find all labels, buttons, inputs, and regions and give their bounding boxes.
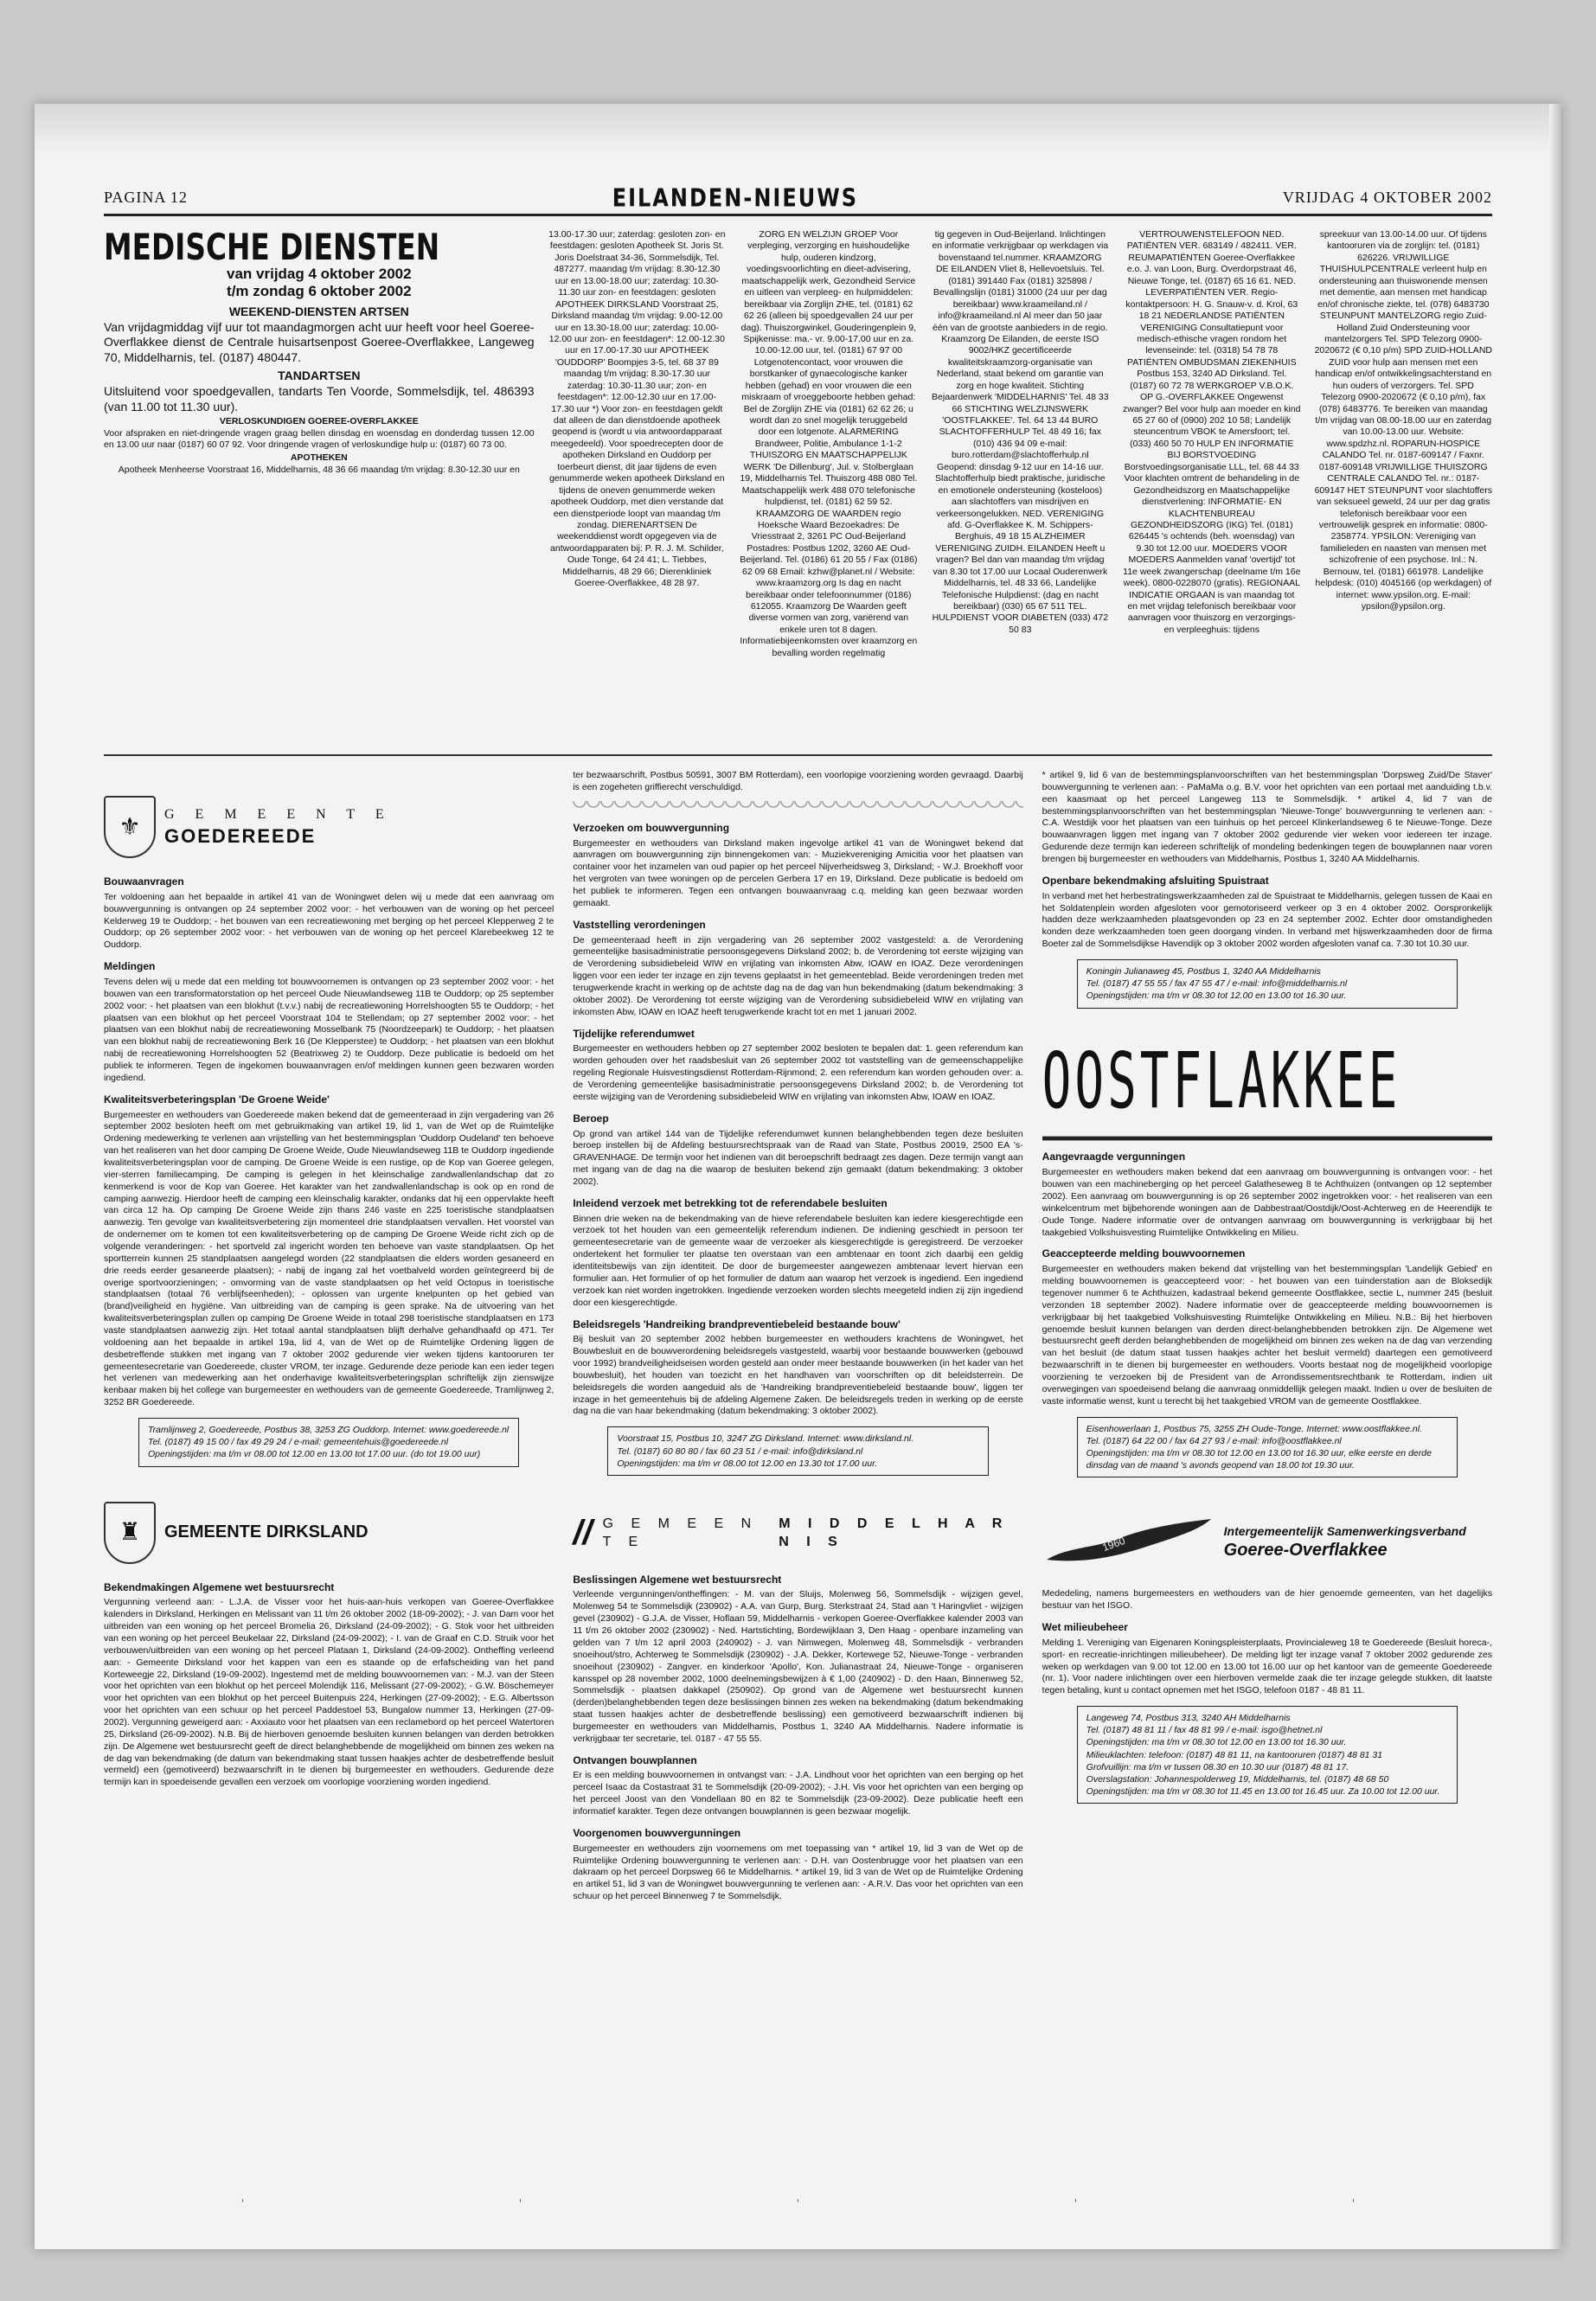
apo-head: APOTHEKEN [290, 452, 348, 464]
tand-head: TANDARTSEN [278, 369, 361, 383]
municipal-notices [104, 770, 1492, 2171]
oostflakkee-addr-1: Eisenhowerlaan 1, Postbus 75, 3255 ZH Oude-Tonge. Internet: www.oostflakkee.nl. [1086, 1423, 1422, 1434]
mid-s6-body: Bij besluit van 20 september 2002 hebben burgemeester en wethouders krachtens de Woningwet, het Bouwbesluit en de bouwverordening beleidsregels vastgesteld, waarbij voor bestaande bouwwerken (gebouwd voor 1992) brandveiligheidseisen worden gesteld aan onder meer bestaande bouwwerken (in het kader van het bouwbesluit), het houden van toezicht en het handhaven van voorschriften op dit beleidsterrein. De beleidsregels die worden aangeduid als de 'Handreiking brandpreventiebeleid bestaande bouw', liggen ter inzage in het gemeentehuis bij de afdeling Algemene Zaken. De beleidsregels treden in werking op de eerste dag na die van haar bekendmaking (datum bekendmaking: 3 oktober 2002). [573, 1334, 1023, 1417]
patients-text: VERTROUWENSTELEFOON NED. PATIËNTEN VER. 683149 / 482411. VER. REUMAPATIËNTEN Goeree-Overflakkee e.o. J. van Loon, Burg. Overdorpstraat 46, Nieuwe Tonge, tel. (0187) 65 16 61. NED. LEVERPATIËNTEN VER. Regio-kontaktpersoon: H. G. Snauw-v. d. Krol, 63 18 21 NEDERLANDSE PATIËNTEN VERENIGING Consultatiepunt voor medisch-ethische vragen rondom het levenseinde: tel. (0318) 54 78 78 PATIËNTEN OMBUDSMAN ZIEKENHUIS Postbus 153, 3240 AD Dirksland. Tel. (0187) 60 72 78 WERKGROEP V.B.O.K. OP G.-OVERFLAKKEE Ongewenst zwanger? Bel voor hulp aan moeder en kind 65 27 60 of (0900) 202 10 58; Landelijk steuncentrum VBOK te Amersfoort; tel. (033) 460 50 70 HULP EN INFORMATIE BIJ BORSTVOEDING Borstvoedingsorganisatie LLL, tel. 68 44 33 Voor klachten omtrent de behandeling in de Gezondheidszorg en Maatschappelijke dienstverlening: INFORMATIE- EN KLACHTENBUREAU GEZONDHEIDSZORG (IKG) Tel. (0181) 626445 's ochtends (beh. woensdag) van 9.30 tot 12.00 uur. MOEDERS VOOR MOEDERS Aanmelden vanaf 'overtijd' tot 11e week zwangerschap (deelname t/m 16e week). 0800-0228070 (gratis). REGIONAAL INDICATIE ORGAAN is van maandag tot en met vrijdag telefonisch bereikbaar voor aanvragen voor thuiszorg en verzorgings- en verpleeghuis: tijdens [1123, 229, 1301, 635]
island-map-icon [1042, 1512, 1215, 1573]
section-divider [104, 754, 1492, 756]
dirksland-addr-3: Openingstijden: ma t/m vr 08.00 tot 12.00 en 13.30 tot 17.00 uur. [617, 1458, 878, 1469]
goedereede-logo [104, 796, 554, 858]
page-fold [35, 104, 1561, 156]
dirksland-addr-1: Voorstraat 15, Postbus 10, 3247 ZG Dirksland. Internet: www.dirksland.nl. [617, 1433, 914, 1445]
tand-body: Uitsluitend voor spoedgevallen, tandarts Ten Voorde, Sommelsdijk, tel. 486393 (van 11.00 tot 11.30 uur). [104, 384, 535, 413]
weekend-head: WEEKEND-DIENSTEN ARTSEN [228, 304, 409, 318]
oost-s2-head: Geaccepteerde melding bouwvoornemen [1042, 1247, 1246, 1260]
care-column [740, 229, 917, 748]
mid-s5-body: Binnen drie weken na de bekendmaking van de hieve referendabele besluiten kan iedere kiesgerechtigde een verzoek tot het houden van een gemeentelijk referendum indienen. De indiening geschiedt in persoon ter gemeentesecretarie van de gemeente waar de verzoeker als kiesgerechtigde is geregistreerd. De verzoeker ondertekent het formulier ter plaatse ten overstaan van een ambtenaar en toont zich daarbij een geldig identiteitsbewijs van zijn identiteit. De door de burgemeester aangewezen ambtenaar levert hiervan een formulier aan. Het formulier of op het formulier de datum aan waarop het verzoek is ingediend. Een ingediend verzoek kan niet worden ingetrokken. Ingediende verzoeken worden slechts meegeteld indien zij zijn ingediend door een kiesgerechtigde. [573, 1213, 1023, 1308]
medische-title: MEDISCHE DIENSTEN [104, 226, 440, 268]
mid-s5-head: Inleidend verzoek met betrekking tot de referendabele besluiten [573, 1196, 888, 1209]
right-column [1042, 770, 1492, 2171]
bottom-mark: ˈ [1350, 2197, 1356, 2216]
support-text: spreekuur van 13.00-14.00 uur. Of tijdens kantooruren via de zorglijn: tel. (0181) 626226. VRIJWILLIGE THUISHULPCENTRALE verleent hulp en ondersteuning aan thuiswonende mensen met dementie, aan mensen met handicap en/of chronische ziekte, tel. (078) 6483730 STEUNPUNT MANTELZORG regio Zuid-Holland Zuid Ondersteuning voor mantelzorgers Tel. SPD Telezorg 0900-2020672 (€ 0,10 p/m) SPD ZUID-HOLLAND ZUID voor hulp aan mensen met een handicap en/of ontwikkelingsachterstand en hun ouders of verzorgers. Tel. SPD Telezorg 0900-2020672 (€ 0,10 p/m), fax (078) 6483776. Te bereiken van maandag t/m vrijdag van 08.00-18.00 uur en zaterdag van 10.00-13.00 uur. Website: www.spdzhz.nl. ROPARUN-HOSPICE CALANDO Tel. nr. 0187-609147 / Faxnr. 0187-609148 VRIJWILLIGE THUISZORG CENTRALE CALANDO Tel. nr.: 0187-609147 HET STEUNPUNT voor slachtoffers van seksueel geweld, 24 uur per dag gratis telefonisch bereikbaar voor een vertrouwelijk gesprek en informatie: 0800-2358774. YPSILON: Vereniging van familieleden en naasten van mensen met schizofrenie of een psychose. Inl.: N. Bernouw, tel. (0181) 661978. Landelijke helpdesk: (010) 4045166 (op werkdagen) of internet: www.ypsilon.org. E-mail: ypsilon@ypsilon.org. [1314, 229, 1492, 612]
page-date: VRIJDAG 4 OKTOBER 2002 [1282, 189, 1492, 206]
isgo-intro: Mededeling, namens burgemeesters en wethouders van de hier genoemde gemeenten, van het dagelijks bestuur van het ISGO. [1042, 1588, 1492, 1612]
goedereede-name: GOEDEREEDE [164, 825, 317, 848]
middelharnis-logo [573, 1510, 1022, 1556]
isgo-addr-7: Openingstijden: ma t/m vr 08.30 tot 11.45 en 13.00 tot 16.45 uur. Za 10.00 tot 12.00 uur. [1086, 1786, 1440, 1798]
page-bottom-marks [104, 2197, 1492, 2217]
bottom-mark: ˈ [795, 2197, 801, 2216]
isgo-s1-body: Melding 1. Vereniging van Eigenaren Koningspleisterplaats, Provincialeweg 18 te Goedereede (Besluit horeca-, sport- en recreatie-inrichtingen milieubeheer). De melding ligt ter inzage vanaf 7 oktober 2002 gedurende zes weken op werkdagen van 9.00 tot 12.00 en 13.00 tot 16.00 uur op het kantoor van de gemeente Goedereede (nr. 1). Voor nadere inlichtingen over een hierboven vermelde zaak die ter inzage gelegde stukken, dit laatste tegen betaling, kunt u contact opnemen met het ISGO, telefoon 0187 - 48 81 11. [1042, 1637, 1492, 1696]
mh-s3-body: Burgemeester en wethouders zijn voornemens om met toepassing van * artikel 19, lid 3 van de Wet op de Ruimtelijke Ordening bouwvergunning te verlenen aan: - D.H. van Oostenbrugge voor het plaatsen van een dakraam op het perceel Dorpsweg 66 te Middelharnis. * artikel 19, lid 3 van de Wet op de Ruimtelijke Ordening en artikel 51, lid 3 van de Woningwet bouwvergunning te verlenen aan: - A.R.V. Das voor het oprichten van een schuur op het perceel Binnenweg 7 te Sommelsdijk. [573, 1843, 1023, 1902]
goedereede-s2-body: Tevens delen wij u mede dat een melding tot bouwvoornemen is ontvangen op 23 september 2002 voor: - het bouwen van een transformatorstation op het perceel Oude Nieuwlandseweg 11B te Ouddorp; op 25 september 2002 voor: - het plaatsen van een blokhut (t.v.v.) nabij de recreatiewoning Horrelshoogten 55 te Ouddorp; - het plaatsen van een blokhut op het perceel Voorstraat 104 te Stellendam; op 27 september 2002 voor: - het plaatsen van een blokhut nabij de recreatiewoning Mosselbank 75 (Noordzeepark) te Ouddorp; - het plaatsen van een blokhut nabij de recreatiewoning Berk 16 (De Klepperstee) te Ouddorp; - het plaatsen van een blokhut nabij de recreatiewoning Horrelshoogten 52 (Beatrixweg 2) te Ouddorp. Deze publicatie is bedoeld om het publiek te informeren. Tegen de ingekomen bouwaanvragen en/of meldingen kunnen geen bezwaren worden ingediend. [104, 976, 554, 1083]
page-number: PAGINA 12 [104, 189, 188, 206]
oostflakkee-logo: OOSTFLAKKEE [1042, 1031, 1492, 1140]
middelharnis-addr-1: Koningin Julianaweg 45, Postbus 1, 3240 AA Middelharnis [1086, 966, 1321, 977]
support-column [1315, 229, 1492, 748]
dirksland-address-box [607, 1426, 988, 1476]
oost-s1-head: Aangevraagde vergunningen [1042, 1150, 1186, 1163]
page-header [104, 182, 1492, 216]
middelharnis-gemeente-label: G E M E E N T E [602, 1516, 759, 1550]
right-top-body: * artikel 9, lid 6 van de bestemmingsplanvoorschriften van het bestemmingsplan 'Dorpsweg Zuid/De Staver' bouwvergunning te verlenen aan: - PaMaMa o.g. B.V. voor het oprichten van een portaal met aanduiding t.b.v. een kaasmaat op het perceel Langeweg 113 te Sommelsdijk. * artikel 4, lid 7 van de bestemmingsplanvoorschriften van het bestemmingsplan 'Nieuwe-Tonge' bouwvergunning te verlenen aan: - C.A. Westdijk voor het plaatsen van een tuinhuis op het perceel Klinkerlandseweg 6 te Nieuwe-Tonge. Deze bouwaanvragen liggen met ingang van 7 oktober 2002 gedurende vier weken voor iedereen ter inzage. Gedurende deze termijn kan iedereen schriftelijk of mondeling bedenkingen tegen de bouwplannen naar voren brengen bij burgemeester en wethouders van Middelharnis, Postbus 1, 3240 AA Middelharnis. [1042, 770, 1492, 865]
mh-s2-body: Er is een melding bouwvoornemen in ontvangst van: - J.A. Lindhout voor het oprichten van een berging op het perceel Isaac da Costastraat 31 te Sommelsdijk (20-09-2002); - J.H. Vis voor het oprichten van een berging op het perceel Joost van den Vondellaan 80 en 82 te Sommelsdijk (23-09-2002). Deze publicatie heeft een informatief karakter. Tegen deze ontvangen bouwplannen is geen bezwaar mogelijk. [573, 1770, 1023, 1817]
mid-s1-head: Verzoeken om bouwvergunning [573, 821, 730, 834]
dirksland-addr-2: Tel. (0187) 60 80 80 / fax 60 23 51 / e-mail: info@dirksland.nl [617, 1445, 863, 1457]
medische-subtitle-2: t/m zondag 6 oktober 2002 [227, 283, 412, 300]
mid-s6-head: Beleidsregels 'Handreiking brandpreventiebeleid bestaande bouw' [573, 1317, 901, 1330]
masthead: EILANDEN-NIEUWS [612, 183, 858, 213]
middelharnis-address-box [1077, 959, 1458, 1009]
maternity-column [932, 229, 1109, 748]
mid-s4-head: Beroep [573, 1112, 609, 1125]
isgo-s1-head: Wet milieubeheer [1042, 1620, 1128, 1633]
right-s1-head: Openbare bekendmaking afsluiting Spuistraat [1042, 874, 1269, 887]
middelharnis-logo-icon: // [573, 1513, 593, 1552]
oostflakkee-addr-2: Tel. (0187) 64 22 00 / fax 64 27 93 / e-mail: info@oostflakkee.nl [1086, 1435, 1342, 1446]
verlos-head: VERLOSKUNDIGEN GOEREE-OVERFLAKKEE [219, 416, 419, 427]
goedereede-addr-2: Tel. (0187) 49 15 00 / fax 49 29 24 / e-mail: gemeentehuis@goedereede.nl [148, 1437, 449, 1448]
verlos-body: Voor afspraken en niet-dringende vragen graag bellen dinsdag en woensdag en donderdag tussen 12.00 en 13.00 uur naar (0187) 60 07 92. Voor dringende vragen of verloskundige hulp u: (0187) 60 73 00. [104, 427, 535, 450]
page-edge [1549, 104, 1561, 2249]
medische-subtitle-1: van vrijdag 4 oktober 2002 [227, 266, 412, 282]
mid-s4-body: Op grond van artikel 144 van de Tijdelijke referendumwet kunnen belanghebbenden tegen deze besluiten beroep instellen bij de Afdeling bestuursrechtspraak van de Raad van State, Postbus 20019, 2500 EA 's-GRAVENHAGE. De termijn voor het indienen van dit beroepschrift bedraagt zes dagen. Deze termijn vangt aan met ingang van de dag na die waarop de besluiten bekend zijn gemaakt (datum bekendmaking: 3 oktober 2002). [573, 1128, 1023, 1187]
goedereede-s3-head: Kwaliteitsverbeteringsplan 'De Groene Weide' [104, 1093, 330, 1106]
mid-s2-head: Vaststelling verordeningen [573, 918, 706, 931]
goedereede-s2-head: Meldingen [104, 960, 156, 973]
patients-column [1123, 229, 1300, 748]
isgo-addr-5: Grofvuillijn: ma t/m vr tussen 08.30 en 10.30 uur (0187) 48 81 17. [1086, 1761, 1349, 1772]
mh-s2-head: Ontvangen bouwplannen [573, 1753, 697, 1766]
middelharnis-addr-3: Openingstijden: ma t/m vr 08.30 tot 12.00 en 13.00 tot 16.30 uur. [1086, 990, 1347, 1002]
goedereede-s3-body: Burgemeester en wethouders van Goedereede maken bekend dat de gemeenteraad in zijn vergadering van 26 september 2002 besloten heeft om met gebruikmaking van artikel 19, lid 1, van de Wet op de Ruimtelijke Ordening medewerking te verlenen aan vrijstelling van het bestemmingsplan 'Ouddorp Oudeland' ten behoeve van het realiseren van het door camping De Groene Weide, Oude Nieuwlandseweg 11B te Ouddorp ingediende kwaliteitsverbeteringsplan voor de camping. De Groene Weide is een rustige, op de Kop van Goeree gelegen, vier-sterren familiecamping. De camping is gelegen in het kleinschalige zandwallenlandschap dat zo kenmerkend is voor de Kop van Goeree. Het karakter van het zandwallenlandschap is ook op en rond de camping aanwezig. Hierdoor heeft de camping een kleinschalig karakter, ondanks dat hij een oppervlakte heeft van circa 12 ha. Op camping De Groene Weide zijn thans 246 vaste en 225 toeristische standplaatsen aanwezig. Ten gevolge van kwaliteitsverbetering zijn momenteel drie standplaatsen vervallen. Het voorstel van de ondernemer om te komen tot een kwaliteitsverbetering op de camping De Groene Weide richt zich op de volgende veranderingen: - het sportveld zal ingericht worden ten behoeve van vaste standplaatsen. Op het sportterrein kunnen 25 standplaatsen aangelegd worden (22 standplaatsen die elders worden gesaneerd en drie reeds eerder gesaneerde plaatsen); - nabij de ingang zal het voetbalveld worden geïntegreerd bij de overige sportvoorzieningen; - omvorming van de vaste standplaatsen op het veld Octopus in toeristische standplaatsen (totaal 76 verblijfseenheden); - oplossen van urgente knelpunten op het gebied van (brand)veiligheid en hygiëne. Van uitbreiding van de camping is geen sprake. Na de uitvoering van het kwaliteitsverbeteringsplan zullen op camping De Groene Weide in totaal 298 toeristische standplaatsen en 173 vaste standplaatsen aanwezig zijn. Het totaal aantal standplaatsen blijft derhalve gehandhaafd op 471. Ter voldoening aan het bepaalde in artikel 19a, lid 4, van de Wet op de Ruimtelijke Ordening liggen de desbetreffende stukken met ingang van 7 oktober 2002 gedurende vier weken tijdens kantooruren ter gemeentesecretarie van Goedereede, cluster VROM, ter inzage. Gedurende deze periode kan een ieder tegen het verlenen van medewerking aan het onderhavige kwaliteitsverbeteringsplan schriftelijk zijn zienswijze kenbaar maken bij het college van burgemeester en wethouders van de gemeente Goedereede, Tramlijnweg 2, 3252 BR Goedereede. [104, 1109, 554, 1408]
newspaper-page [35, 104, 1561, 2249]
dirksland-title: GEMEENTE DIRKSLAND [164, 1522, 369, 1542]
oost-s1-body: Burgemeester en wethouders maken bekend dat een aanvraag om bouwvergunning is ontvangen voor: - het bouwen van een machineberging op het perceel Galatheseweg 8 te Achthuizen (ontvangen op 12 september 2002). Een aanvraag om bouwvergunning is op 26 september 2002 ingetrokken voor: - het realiseren van een winkelcentrum met bijbehorende woningen aan de Dabbestraat/Oostdijk/Oost-Achterweg en de Heerendijk te Oude Tonge. Nadere informatie over de ontvangen aanvraag om bouwvergunning is verkrijgbaar bij het taakgebied Volkshuisvesting Ruimtelijke Ontwikkeling en Milieu. [1042, 1167, 1492, 1238]
pharmacy-column [548, 229, 726, 748]
mh-s1-body: Verleende vergunningen/ontheffingen: - M. van der Sluijs, Molenweg 56, Sommelsdijk - wijzigen gevel, Molenweg 54 te Sommelsdijk (230902) - A.A. van Gurp, Burg. Sterkstraat 24, Stad aan 't Haringvliet - wijzigen gevel (230902) - G.J.A. de Visser, Hoflaan 59, Middelharnis - verkopen Goeree-Overflakkee kalender 2003 van 11 t/m 26 oktober 2002 (230902) - Ned. Hartstichting, Bordewijklaan 3, Den Haag - openbare inzameling van gelden van 7 t/m 12 april 2003 (240902) - J. van Nimwegen, Molenweg 48, Sommelsdijk - verbranden snoeihout/stro, Achterweg te Sommelsdijk (230902) - J.A. Dekker, Kortewege 52, Nieuwe-Tonge - verbranden snoeihout (230902) - Zangver. en kinderkoor 'Apollo', Kon. Julianastraat 24, Nieuwe-Tonge - organiseren kansspel op 28 november 2002, 1000 deelnemingsbewijzen à € 1,00 (240902) - D. den Haan, Binnenweg 52, Sommelsdijk - plaatsen dakkapel (250902). Op grond van de Algemene wet bestuursrecht kunnen (derden)belanghebbenden tegen deze beslissingen binnen zes weken na bekendmaking (datum bekendmaking staat tussen haakjes achter de desbetreffende beslissing) een gemotiveerd bezwaarschrift indienen bij burgemeester en wethouders van Middelharnis, Postbus 1, 3240 AA Middelharnis. Nadere informatie is verkrijgbaar ter secretarie, tel. 0187 - 47 55 55. [573, 1589, 1023, 1744]
goedereede-addr-3: Openingstijden: ma t/m vr 08.00 tot 12.00 en 13.00 tot 17.00 uur. (do tot 19.00 uur) [148, 1449, 481, 1460]
mid-s2-body: De gemeenteraad heeft in zijn vergadering van 26 september 2002 vastgesteld: a. de Verordening gemeentelijke basisadministratie persoonsgegevens Dirksland 2002; b. de Verordening tot eerste wijziging van de Verordening subsidiebeleid WIW en vrijlating van inkomsten Abw, IOAW en IOAZ. Deze verordeningen liggen voor een ieder ter inzage en zijn tevens geplaatst in het gemeenteblad. Beide verordeningen treden met terugwerkende kracht in werking op de achtste dag na de dag van hun bekendmaking (datum bekendmaking: 3 oktober 2002). De Verordening tot eerste wijziging van de Verordening subsidiebeleid WIW en vrijlating van inkomsten Abw, IOAW en IOAZ heeft terugwerkende kracht tot en met 1 januari 2002. [573, 934, 1023, 1017]
bottom-mark: ˈ [240, 2197, 246, 2216]
left-column [104, 770, 554, 2171]
maternity-text: tig gegeven in Oud-Beijerland. Inlichtingen en informatie verkrijgbaar op werkdagen via bovenstaand tel.nummer. KRAAMZORG DE EILANDEN Vliet 8, Hellevoetsluis. Tel. (0181) 391440 Fax (0181) 325898 / Bevallingslijn (0181) 31000 (24 uur per dag bereikbaar) www.kraameiland.nl / info@kraameiland.nl Al meer dan 50 jaar één van de grootste aanbieders in de regio. Kraamzorg De Eilanden, de eerste ISO 9002/HKZ gecertificeerde kwaliteitskraamzorg-organisatie van Nederland, staat bekend om garantie van zorg en hoge kwaliteit. Stichting Bejaardenwerk 'MIDDELHARNIS' Tel. 48 33 66 STICHTING WELZIJNSWERK 'OOSTFLAKKEE'. Tel. 64 13 44 BURO SLACHTOFFERHULP Tel. 48 49 16; fax (010) 436 94 09 e-mail: buro.rotterdam@slachtofferhulp.nl Geopend: dinsdag 9-12 uur en 14-16 uur. Slachtofferhulp biedt praktische, juridische en emotionele ondersteuning (kosteloos) aan slachtoffers van misdrijven en verkeersongelukken. NED. VERENIGING afd. G-Overflakkee K. M. Schippers-Berghuis, 49 18 15 ALZHEIMER VERENIGING ZUIDH. EILANDEN Heeft u vragen? Bel dan van maandag t/m vrijdag van 8.30 tot 17.00 uur Locaal Ouderenwerk Middelharnis, tel. 48 33 66, Landelijke Telefonische Hulpdienst: (dag en nacht bereikbaar) (030) 65 67 511 TEL. HULPDIENST VOOR DIABETEN (033) 472 50 83 [932, 229, 1109, 635]
medical-services-band [104, 226, 1492, 748]
mid-s3-head: Tijdelijke referendumwet [573, 1027, 695, 1040]
middle-column [573, 770, 1022, 2171]
mid-s3-body: Burgemeester en wethouders hebben op 27 september 2002 besloten te bepalen dat: 1. geen referendum kan worden gehouden over het raadsbesluit van 26 september 2002 tot vaststelling van de gemeenschappelijke regeling Regionale Huisvestingsdienst Rotterdam-Rijnmond; 2. een referendum kan worden gehouden over: a. de Verordening gemeentelijke basisadministratie persoonsgegevens Dirksland 2002; b. de Verordening tot eerste wijziging van de Verordening subsidiebeleid WIW en vrijlating van inkomsten Abw, IOAW en IOAZ. [573, 1043, 1023, 1102]
isgo-subtitle: Goeree-Overflakkee [1223, 1541, 1388, 1561]
middelharnis-addr-2: Tel. (0187) 47 55 55 / fax 47 55 47 / e-mail: info@middelharnis.nl [1086, 978, 1348, 990]
dirksland-logo [104, 1502, 554, 1564]
isgo-addr-1: Langeweg 74, Postbus 313, 3240 AH Middelharnis [1086, 1713, 1291, 1724]
isgo-addr-2: Tel. (0187) 48 81 11 / fax 48 81 99 / e-mail: isgo@hetnet.nl [1086, 1725, 1323, 1736]
middelharnis-name: M I D D E L H A R N I S [779, 1516, 1010, 1550]
goedereede-s1-body: Ter voldoening aan het bepaalde in artikel 41 van de Woningwet delen wij u mede dat een aanvraag om bouwvergunning is ontvangen op 24 september 2002 voor: - het verbouwen van de woning op het perceel Kelderweg 19 te Ouddorp; - het bouwen van een recreatiewoning met berging op het perceel Klepperweg 2 te Ouddorp; op 26 september 2002 voor: - het verbouwen van de woning op het perceel Klarebeekweg 12 te Ouddorp. [104, 891, 554, 951]
goedereede-gemeente-label: G E M E E N T E [164, 806, 393, 822]
isgo-addr-4: Milieuklachten: telefoon: (0187) 48 81 11, na kantooruren (0187) 48 81 31 [1086, 1749, 1383, 1760]
dirksland-s1-body: Vergunning verleend aan: - L.J.A. de Visser voor het huis-aan-huis verkopen van Goeree-Overflakkee kalenders in Dirksland, Herkingen en Melissant van 11 t/m 26 oktober 2002 (18-09-2002); - J. van Dam voor het uitbreiden van een woning op het perceel Bromelia 26, Dirksland (24-09-2002); - G. Stok voor het uitbreiden van een woning op het perceel Beukelaar 22, Dirksland (24-09-2002); - I. van de Graaf en C.D. Struik voor het verbouwen/uitbreiden van een woning op het perceel Plataan 1, Dirksland (24-09-2002). Ontheffing verleend aan: - Gemeente Dirksland voor het kappen van een es staande op de erfafscheiding van het pand Korteweegje 22, Dirksland (19-09-2002). Ingestemd met de melding bouwvoornemen van: - M.J. van der Steen voor het oprichten van een blokhut op het perceel Molendijk 116, Melissant (27-09-2002); - G.W. Böschemeyer voor het oprichten van een blokhut op het perceel Buitenpuis 224, Herkingen (27-09-2002); - E.G. Albertsson voor het oprichten van een schuur op het perceel Paddestoel 53, Bungalow nummer 13, Herkingen (27-09-2002). Vergunning geweigerd aan: - Axxiauto voor het plaatsen van een reclamebord op het perceel Watertoren 25, Dirksland (26-09-2002). N.B. Bij de hierboven genoemde besluiten kunnen belangen van derden betrokken zijn. De Algemene wet bestuursrecht geeft de direct belanghebbende de mogelijkheid om binnen zes weken na de dag van bekendmaking (de datum van bekendmaking staat tussen haakjes achter de desbetreffende besluit vermeld) een (gemotiveerd) bezwaarschrift in te dienen bij burgemeester en wethouders. Gedurende deze termijn kan in spoedeisende gevallen een verzoek om voorlopige voorziening worden ingediend. [104, 1597, 554, 1788]
isgo-addr-6: Overslagstation: Johannespolderweg 19, Middelharnis, tel. (0187) 48 68 50 [1086, 1773, 1389, 1785]
apo-body: Apotheek Menheerse Voorstraat 16, Middelharnis, 48 36 66 maandag t/m vrijdag: 8.30-12.30 uur en [118, 464, 520, 475]
pharmacy-text: 13.00-17.30 uur; zaterdag: gesloten zon- en feestdagen: gesloten Apotheek St. Joris St. Joris Doelstraat 34-36, Sommelsdijk, Tel. 487277. maandag t/m vrijdag: 8.30-12.30 uur en 13.00-18.00 uur; zaterdag: 10.30-11.30 uur zon- en feestdagen: gesloten APOTHEEK DIRKSLAND Voorstraat 25, Dirksland maandag t/m vrijdag: 9.00-12.00 uur en 13.30-18.00 uur; zaterdag: 10.00-12.00 uur zon- en feestdagen*: 12.00-12.30 uur en 17.00-17.30 uur APOTHEEK 'OUDDORP' Boompjes 3-5, tel. 68 37 89 maandag t/m vrijdag: 8.30-17.30 uur zaterdag: 10.30-11.30 uur; zon- en feestdagen*: 12.00-12.30 uur en 17.00-17.30 uur *) Voor zon- en feestdagen geldt dat alleen de dan dienstdoende apotheek geopend is (wordt u via antwoordapparaat meegedeeld). Voor spoedrecepten door de apotheken Dirksland en Ouddorp per toerbeurt dienst, dit jaar tijdens de even genummerde weken apotheek Dirksland en tijdens de oneven genummerde weken apotheek Ouddorp, met dien verstande dat een dienstperiode loopt van maandag t/m zondag. DIERENARTSEN De weekenddienst wordt opgegeven via de antwoordapparaten bij: P. R. J. M. Schilder, Oude Tonge, 64 24 41; L. Tiebbes, Middelharnis, 48 29 66; Dierenkliniek Goeree-Overflakkee, 48 28 97. [548, 229, 726, 589]
weekend-body: Van vrijdagmiddag vijf uur tot maandagmorgen acht uur heeft voor heel Goeree-Overflakkee dienst de Centrale huisartsenpost Goeree-Overflakkee, Langeweg 70, Middelharnis, tel. (0187) 480447. [104, 319, 535, 364]
care-text: ZORG EN WELZIJN GROEP Voor verpleging, verzorging en huishoudelijke hulp, ouderen kindzorg, voedingsvoorlichting en dieet-advisering, maatschappelijk werk, Gezondheid Service en uitleen van verpleeg- en hulpmiddelen: bereikbaar via Zorglijn ZHE, tel. (0181) 62 62 26 (alleen bij spoedgevallen 24 uur per dag). Thuiszorgwinkel, Gouderingenplein 9, Spijkenisse: ma.- vr. 9.00-17.00 uur en za. 10.00-12.00 uur, tel. (0181) 67 97 00 Lotgenotencontact, voor vrouwen die borstkanker of gynaecologische kanker hebben (gehad) en voor vrouwen die een miskraam of vroeggeboorte hebben gehad: Bel de Zorglijn ZHE via (0181) 62 62 26; u wordt dan zo snel mogelijk teruggebeld door een lotgenote. ALARMERING Brandweer, Politie, Ambulance 1-1-2 THUISZORG EN MAATSCHAPPELIJK WERK 'De Dillenburg', Jul. v. Stolberglaan 19, Middelharnis Tel. Thuiszorg 488 080 Tel. Maatschappelijk werk 488 070 telefonische hulpdienst, tel. (0181) 62 59 52. KRAAMZORG DE WAARDEN regio Hoeksche Waard Bezoekadres: De Vriesstraat 2, 3261 PC Oud-Beijerland Postadres: Postbus 1202, 3260 AE Oud-Beijerland. Tel. (0186) 61 20 55 / Fax (0186) 62 09 68 Email: kzhw@planet.nl / Website: www.kraamzorg.org Is dag en nacht bereikbaar onder telefoonnummer (0186) 612055. Kraamzorg De Waarden geeft diverse vormen van zorg, variërend van enkele uren tot 8 dagen. Informatiebijeenkomsten over kraamzorg en bevalling worden regelmatig [740, 229, 918, 658]
goedereede-addr-1: Tramlijnweg 2, Goedereede, Postbus 38, 3253 ZG Ouddorp. Internet: www.goedereede.nl [148, 1425, 510, 1435]
dirksland-crest-icon: ♜ [104, 1502, 156, 1564]
oostflakkee-addr-3: Openingstijden: ma t/m vr 08.30 tot 12.00 en 13.00 tot 16.30 uur, elke eerste en derde dinsdag van de maand 's avonds geopend van 18.00 tot 19.30 uur. [1086, 1447, 1432, 1471]
mh-s3-head: Voorgenomen bouwvergunningen [573, 1826, 741, 1839]
dirksland-s1-head: Bekendmakingen Algemene wet bestuursrecht [104, 1580, 335, 1593]
isgo-logo [1042, 1512, 1492, 1573]
goedereede-s1-head: Bouwaanvragen [104, 875, 184, 888]
mid-s1-body: Burgemeester en wethouders van Dirksland maken ingevolge artikel 41 van de Woningwet bekend dat aanvragen om bouwvergunning zijn binnengekomen van: - Muziekvereniging Amicitia voor het plaatsen van container voor het inzamelen van oud papier op het perceel Nijverheidsweg 3, Dirksland; - W.J. Broekhoff voor het vergroten van twee woningen op de percelen Gerbera 17 en 19, Dirksland. Deze publicatie is bedoeld om het publiek te informeren. Tegen een ontvangen bouwaanvraag c.q. melding kan geen bezwaar worden gemaakt. [573, 837, 1023, 908]
wave-divider [573, 801, 1022, 813]
oost-s2-body: Burgemeester en wethouders maken bekend dat vrijstelling van het bestemmingsplan 'Landelijk Gebied' en melding bouwvoornemen is geaccepteerd voor: - het bouwen van een tuinderstation aan de Bloksedijk tegenover nummer 6 te Achthuizen, kadastraal bekend gemeente Oostflakkee, sectie L, nummer 245 (besluit verzonden 18 september 2002). Nadere informatie over de geaccepteerde melding bouwvoornemen is verkrijgbaar bij het taakgebied Volkshuisvesting Ruimtelijke Ontwikkeling en Milieu. N.B.: Bij het hierboven genoemde besluit kunnen belangen van derden direct-belanghebbenden betrokken zijn. De Algemene wet bestuursrecht geeft derden belanghebbenden de mogelijkheid om binnen zes weken na de dag van verzending van het besluit (de datum staat tussen haakjes achter het besluit vermeld) daartegen een gemotiveerd bezwaarschrift in te dienen bij burgemeester en wethouders. Voorts bestaat nog de mogelijkheid voorlopige voorziening te verzoeken bij de President van de Arrondissementsrechtbank te Rotterdam, indien uit overwegingen van spoedeisend belang die aanvraag onmiddellijk gelegen maakt. Indien u over de besluiten de vaste informatie wenst, kunt u terecht bij het taakgebied VROM van de gemeente Oostflakkee. [1042, 1264, 1492, 1407]
isgo-title: Intergemeentelijk Samenwerkingsverband [1223, 1523, 1466, 1538]
bottom-mark: ˈ [517, 2197, 523, 2216]
isgo-addr-3: Openingstijden: ma t/m vr 08.30 tot 12.00 en 13.00 tot 16.30 uur. [1086, 1737, 1347, 1748]
goedereede-crest-icon: ⚜ [104, 796, 156, 858]
medische-column [104, 226, 535, 748]
isgo-address-box [1077, 1706, 1458, 1804]
right-s1-body: In verband met het herbestratingswerkzaamheden zal de Spuistraat te Middelharnis, gelegen tussen de Kaai en het Soldatenplein worden afgesloten voor gemotoriseerd verkeer op 3 en 4 oktober 2002. Oorspronkelijk hadden deze werkzaamheden plaatsgevonden op 23 en 24 september 2002. Echter door omstandigheden konden deze werkzaamheden toen geen doorgang vinden. In verband met hijswerkzaamheden door de firma Boeter zal de Sommelsdijkse Havendijk op 3 oktober 2002 worden afgesloten vanaf ca. 7.30 tot 10.30 uur. [1042, 890, 1492, 950]
bottom-mark: ˈ [1073, 2197, 1079, 2216]
mid-top-body: ter bezwaarschrift, Postbus 50591, 3007 BM Rotterdam), een voorlopige voorziening worden gevraagd. Daarbij is een zogeheten griffierecht verschuldigd. [573, 770, 1023, 792]
goedereede-address-box [138, 1418, 519, 1467]
oostflakkee-address-box [1077, 1417, 1458, 1478]
mh-s1-head: Beslissingen Algemene wet bestuursrecht [573, 1573, 782, 1586]
isgo-year: 1960 [1100, 1535, 1127, 1554]
